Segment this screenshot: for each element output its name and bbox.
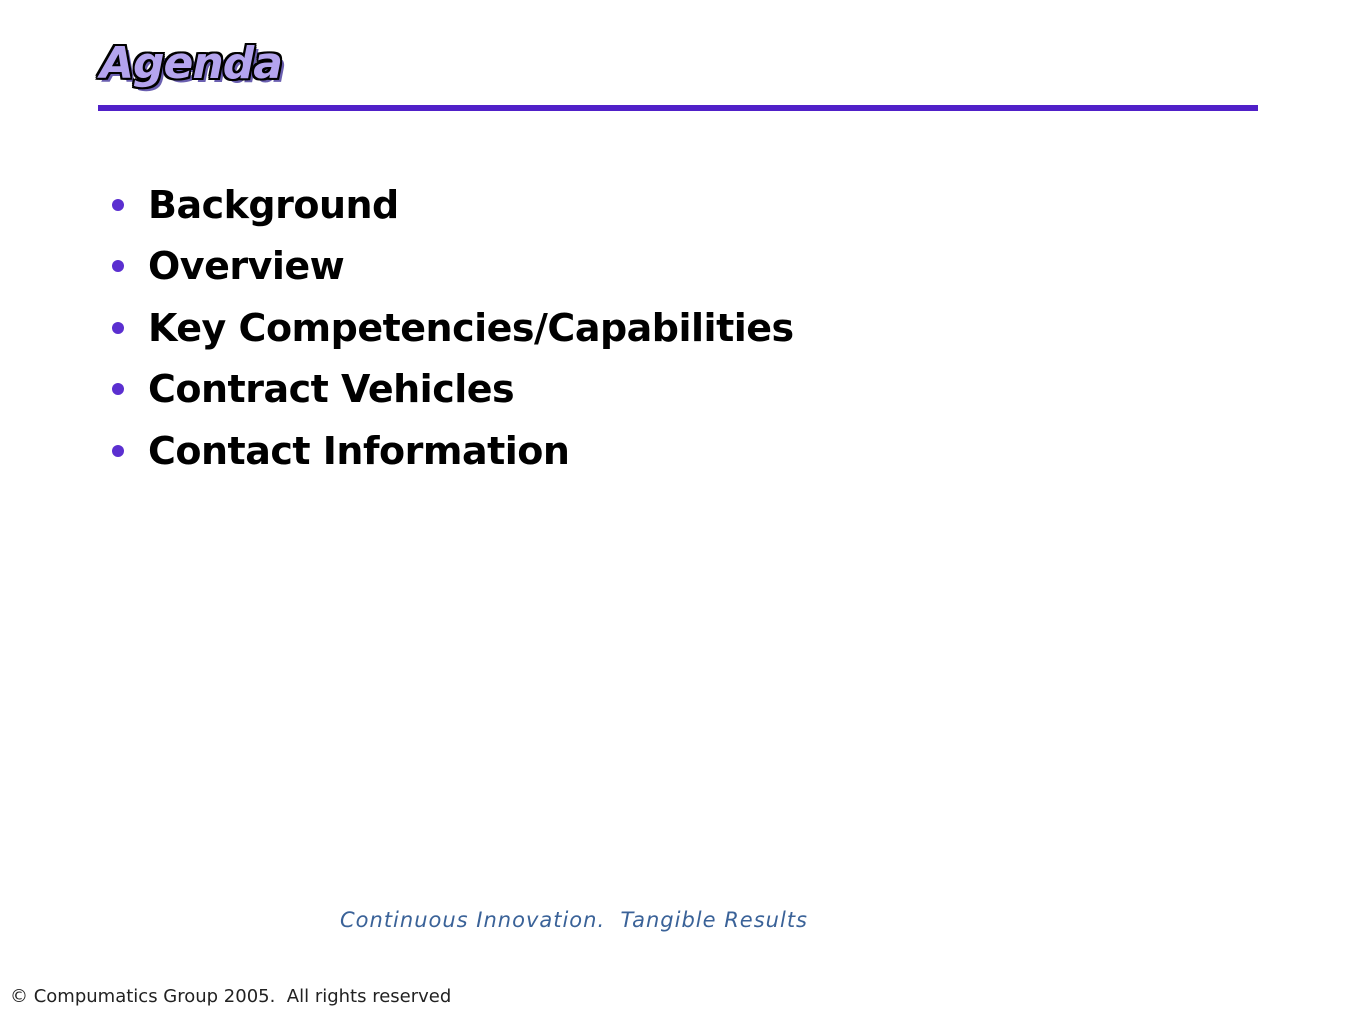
title-underline <box>98 105 1258 111</box>
tagline: Continuous Innovation. Tangible Results <box>340 908 808 932</box>
agenda-item <box>112 236 794 298</box>
bullet-icon <box>112 322 124 334</box>
bullet-icon <box>112 260 124 272</box>
bullet-icon <box>112 445 124 457</box>
agenda-item-label: Key Competencies/Capabilities <box>148 305 794 350</box>
agenda-item-label: Background <box>148 182 399 227</box>
bullet-icon <box>112 199 124 211</box>
slide-title: Agenda <box>100 38 282 89</box>
agenda-item-label: Contract Vehicles <box>148 367 515 412</box>
agenda-item-label: Contact Information <box>148 428 570 473</box>
agenda-item <box>112 420 794 482</box>
agenda-item <box>112 359 794 421</box>
agenda-item <box>112 297 794 359</box>
agenda-list <box>112 174 794 482</box>
agenda-item-label: Overview <box>148 244 345 289</box>
bullet-icon <box>112 383 124 395</box>
agenda-item <box>112 174 794 236</box>
copyright-notice: © Compumatics Group 2005. All rights reserved <box>10 986 452 1007</box>
